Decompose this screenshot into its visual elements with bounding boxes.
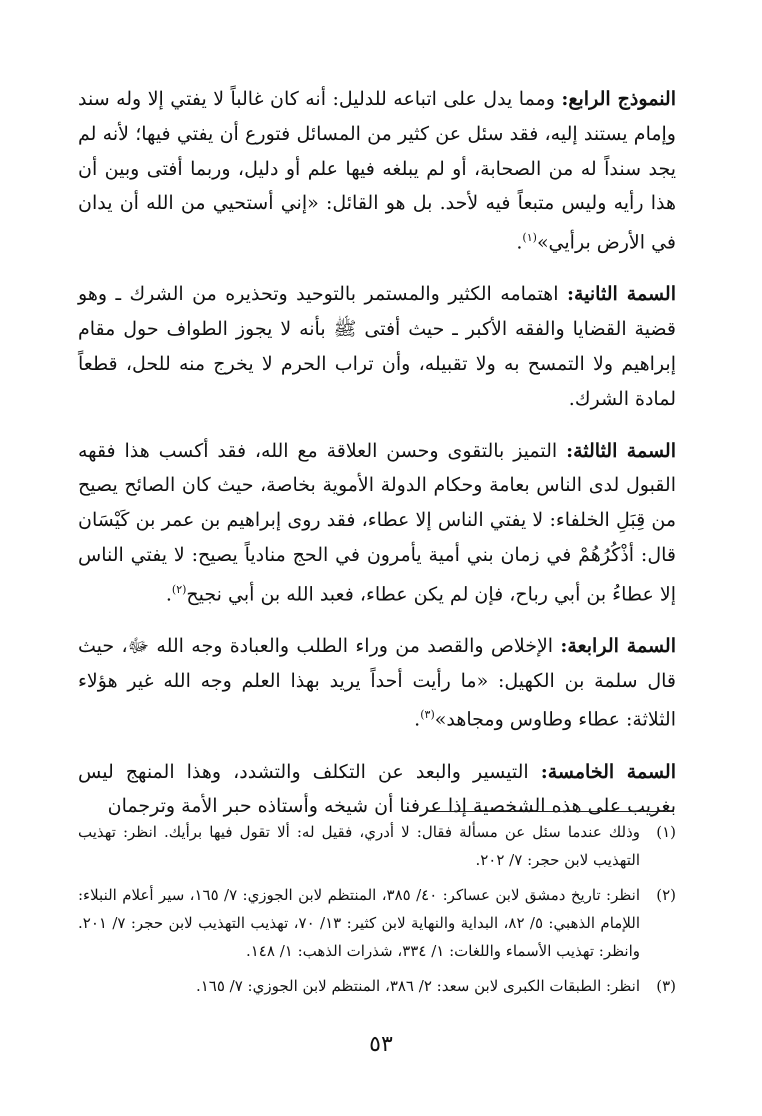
footnote-2: [78, 881, 676, 965]
paragraph-trait-three: [78, 434, 676, 612]
footnote-3: [78, 972, 676, 1000]
paragraph-heading: السمة الثانية:: [566, 283, 676, 306]
paragraph-body: التميز بالتقوى وحسن العلاقة مع الله، فقد أكسب هذا فقهه القبول لدى الناس بعامة وحكام الدولة الأموية بخاصة، حيث كان الصائح يصيح من قِبَلِ الخلفاء: لا يفتي الناس إلا عطاء، فقد روى إبراهيم بن عمر بن كَيْسَان قال: أذْكُرُهُمْ في زمان بني أمية يأمرون في الحج منادياً يصيح: لا يفتي الناس إلا عطاءُ بن أبي رباح، فإن لم يكن عطاء، فعبد الله بن أبي نجيح: [78, 439, 676, 606]
paragraph-trait-five: [78, 755, 676, 825]
footnote-ref: (٣): [420, 708, 435, 722]
paragraph-trait-two: [78, 277, 676, 416]
paragraph-end: .: [165, 583, 172, 606]
footnote-1: [78, 818, 676, 874]
paragraph-body: الإخلاص والقصد من وراء الطلب والعبادة وجه الله ﷻ، حيث قال سلمة بن الكهيل: «ما رأيت أحداً يريد بهذا العلم وجه الله غير هؤلاء الثلاثة: عطاء وطاوس ومجاهد»: [78, 634, 676, 731]
main-text: [78, 82, 676, 841]
footnotes: [78, 818, 676, 1007]
footnote-ref: (١): [522, 231, 537, 245]
footnote-number: (٢): [656, 886, 676, 904]
footnote-divider: [432, 811, 674, 812]
footnote-text: وذلك عندما سئل عن مسألة فقال: لا أدري، فقيل له: ألا تقول فيها برأيك. انظر: تهذيب التهذيب لابن حجر: ٧/ ٢٠٢.: [78, 823, 640, 869]
paragraph-body: ومما يدل على اتباعه للدليل: أنه كان غالباً لا يفتي إلا وله سند وإمام يستند إليه، فقد سئل عن كثير من المسائل فتورع أن يفتي فيها؛ لأنه لم يجد سنداً له من الصحابة، أو لم يبلغه فيها علم أو دليل، وربما أفتى وبين أن هذا رأيه وليس متبعاً فيه لأحد. بل هو القائل: «إني أستحيي من الله أن يدان في الأرض برأيي»: [78, 88, 676, 254]
paragraph-heading: السمة الثالثة:: [566, 439, 676, 462]
footnote-number: (١): [656, 823, 676, 841]
paragraph-trait-four: [78, 629, 676, 738]
footnote-ref: (٢): [171, 582, 187, 596]
page-number: ٥٣: [369, 1032, 393, 1057]
paragraph-end: .: [516, 231, 523, 254]
footnote-number: (٣): [656, 977, 676, 995]
paragraph-model-four: [78, 82, 676, 260]
paragraph-end: .: [414, 708, 421, 731]
paragraph-heading: النموذج الرابع:: [561, 88, 676, 110]
paragraph-body: التيسير والبعد عن التكلف والتشدد، وهذا المنهج ليس بغريب على هذه الشخصية إذا عرفنا أن شيخه وأستاذه حبر الأمة وترجمان: [78, 760, 676, 818]
paragraph-body: اهتمامه الكثير والمستمر بالتوحيد وتحذيره من الشرك ـ وهو قضية القضايا والفقه الأكبر ـ حيث أفتى ﷺ بأنه لا يجوز الطواف حول مقام إبراهيم ولا التمسح به ولا تقبيله، وأن تراب الحرم لا يخرج منه للحل، قطعاً لمادة الشرك.: [78, 283, 676, 410]
footnote-text: انظر: الطبقات الكبرى لابن سعد: ٢/ ٣٨٦، المنتظم لابن الجوزي: ٧/ ١٦٥.: [195, 977, 640, 995]
footnote-text: انظر: تاريخ دمشق لابن عساكر: ٤٠/ ٣٨٥، المنتظم لابن الجوزي: ٧/ ١٦٥، سير أعلام النبلاء: اللإمام الذهبي: ٥/ ٨٢، البداية والنهاية لابن كثير: ١٣/ ٧٠، تهذيب التهذيب لابن حجر: ٧/ ٢٠١. وانظر: تهذيب الأسماء واللغات: ١/ ٣٣٤، شذرات الذهب: ١/ ١٤٨.: [78, 886, 641, 960]
paragraph-heading: السمة الخامسة:: [540, 760, 676, 783]
paragraph-heading: السمة الرابعة:: [560, 634, 676, 657]
